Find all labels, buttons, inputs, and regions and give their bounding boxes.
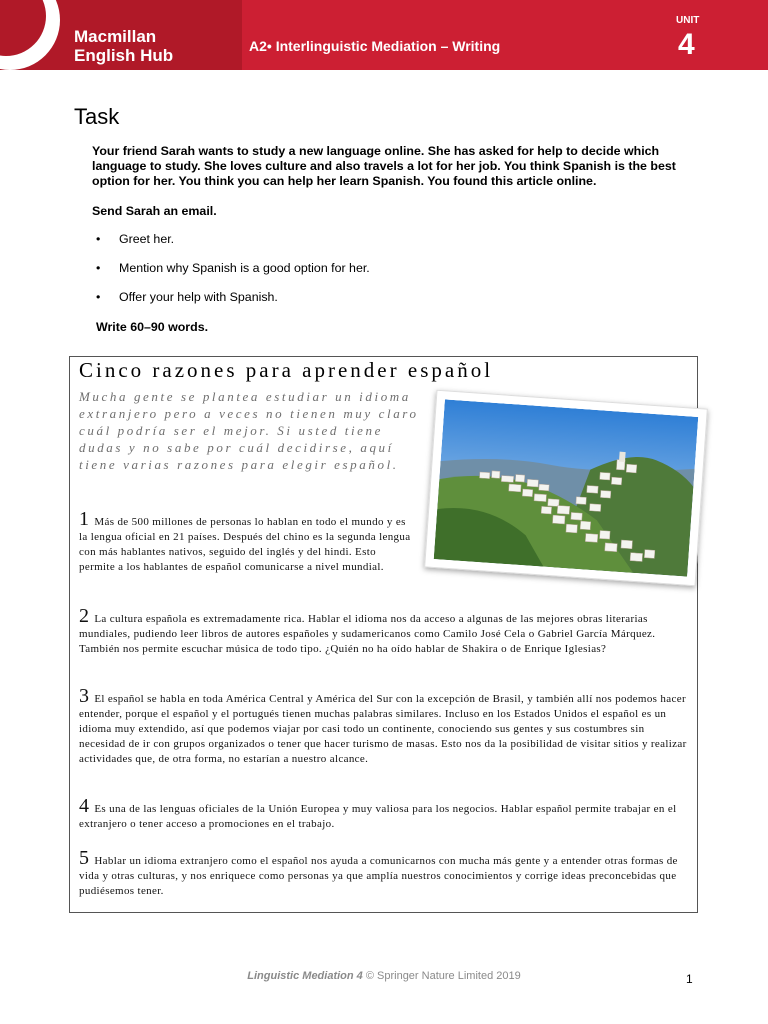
reason-4 [79, 795, 689, 832]
article-title: Cinco razones para aprender español [79, 358, 494, 382]
page-number: 1 [686, 972, 693, 986]
task-description: Your friend Sarah wants to study a new language online. She has asked for help to decide which language to study. She loves culture and also travels a lot for her job. You think Spanish is the best option for her. You think you can help her learn Spanish. You found this article online. [92, 144, 676, 188]
white-village-image [434, 399, 699, 576]
task-instruction: Send Sarah an email. [92, 204, 217, 218]
bullet-icon: • [96, 232, 101, 246]
list-item [92, 232, 370, 261]
task-bullet-list [92, 232, 370, 319]
list-item [92, 290, 370, 319]
reason-text: Es una de las lenguas oficiales de la Unión Europea y muy valiosa para los negocios. Hablar español permite trabajar en el extranjero o tener acceso a promociones en el trabajo. [79, 803, 677, 830]
bullet-text: Greet her. [119, 232, 175, 246]
reason-number: 3 [79, 685, 90, 707]
footer-book-title: Linguistic Mediation 4 [247, 970, 363, 982]
reason-number: 4 [79, 795, 90, 817]
reason-5 [79, 847, 689, 899]
module-title: A2• Interlinguistic Mediation – Writing [249, 38, 501, 54]
reason-3 [79, 685, 689, 767]
reason-number: 5 [79, 847, 90, 869]
task-heading: Task [74, 104, 120, 129]
reason-text: La cultura española es extremadamente rica. Hablar el idioma nos da acceso a algunas de las mejores obras literarias mundiales, pudiendo leer libros de autores españoles y sudamericanos como Camilo José Cela o Gabriel García Márquez. También nos permite escuchar música de todo tipo. ¿Quién no ha oído hablar de Shakira o de Enrique Iglesias? [79, 613, 656, 655]
bullet-icon: • [96, 261, 101, 275]
brand-line-2: English Hub [74, 46, 174, 65]
brand-block [0, 0, 242, 70]
reason-2 [79, 605, 689, 657]
village-photo [434, 399, 699, 576]
unit-label: UNIT [676, 15, 700, 26]
bullet-text: Offer your help with Spanish. [119, 290, 278, 304]
footer-copyright: © Springer Nature Limited 2019 [362, 970, 521, 982]
list-item [92, 261, 370, 290]
article-intro: Mucha gente se plantea estudiar un idioma extranjero pero a veces no tienen muy claro cuál podría ser el mejor. Si usted tiene dudas y no sabe por cuál decidirse, aquí tiene varias razones para elegir español. [79, 389, 419, 472]
bullet-text: Mention why Spanish is a good option for her. [119, 261, 370, 275]
reason-number: 1 [79, 508, 90, 530]
reason-text: El español se habla en toda América Central y América del Sur con la excepción de Brasil, y también allí nos podemos hacer entender, porque el español y el portugués tienen muchas palabras similares. Incluso en los Estados Unidos el español es un idioma muy extendido, así que podemos viajar por casi todo un continente, conociendo sus gentes y sus costumbres sin necesidad de ir con grupos organizados o tener que hacer turismo de masas. Esto nos da la posibilidad de visitar sitios y realizar actividades que, de otra forma, no estarían a nuestro alcance. [79, 693, 687, 765]
reason-text: Hablar un idioma extranjero como el español nos ayuda a comunicarnos con mucha más gente y a entender otras formas de vida y otras culturas, y nos enriquece como personas ya que amplía nuestros conocimientos y corrige ideas preconcebidas que pudiésemos tener. [79, 855, 678, 897]
bullet-icon: • [96, 290, 101, 304]
photo-frame [424, 390, 708, 587]
unit-number: 4 [678, 28, 695, 61]
brand-name [74, 27, 173, 65]
footer [0, 970, 768, 982]
word-count-instruction: Write 60–90 words. [96, 320, 209, 334]
reason-number: 2 [79, 605, 90, 627]
reason-1 [79, 508, 414, 575]
brand-line-1: Macmillan [74, 27, 157, 46]
reason-text: Más de 500 millones de personas lo hablan en todo el mundo y es la lengua oficial en 21 países. Después del chino es la segunda lengua con más hablantes nativos, seguido del inglés y del hindi. Esto permite a los hablantes de español comunicarse a nivel mundial. [79, 516, 411, 573]
header-bar [0, 0, 768, 70]
article-box [69, 356, 698, 913]
